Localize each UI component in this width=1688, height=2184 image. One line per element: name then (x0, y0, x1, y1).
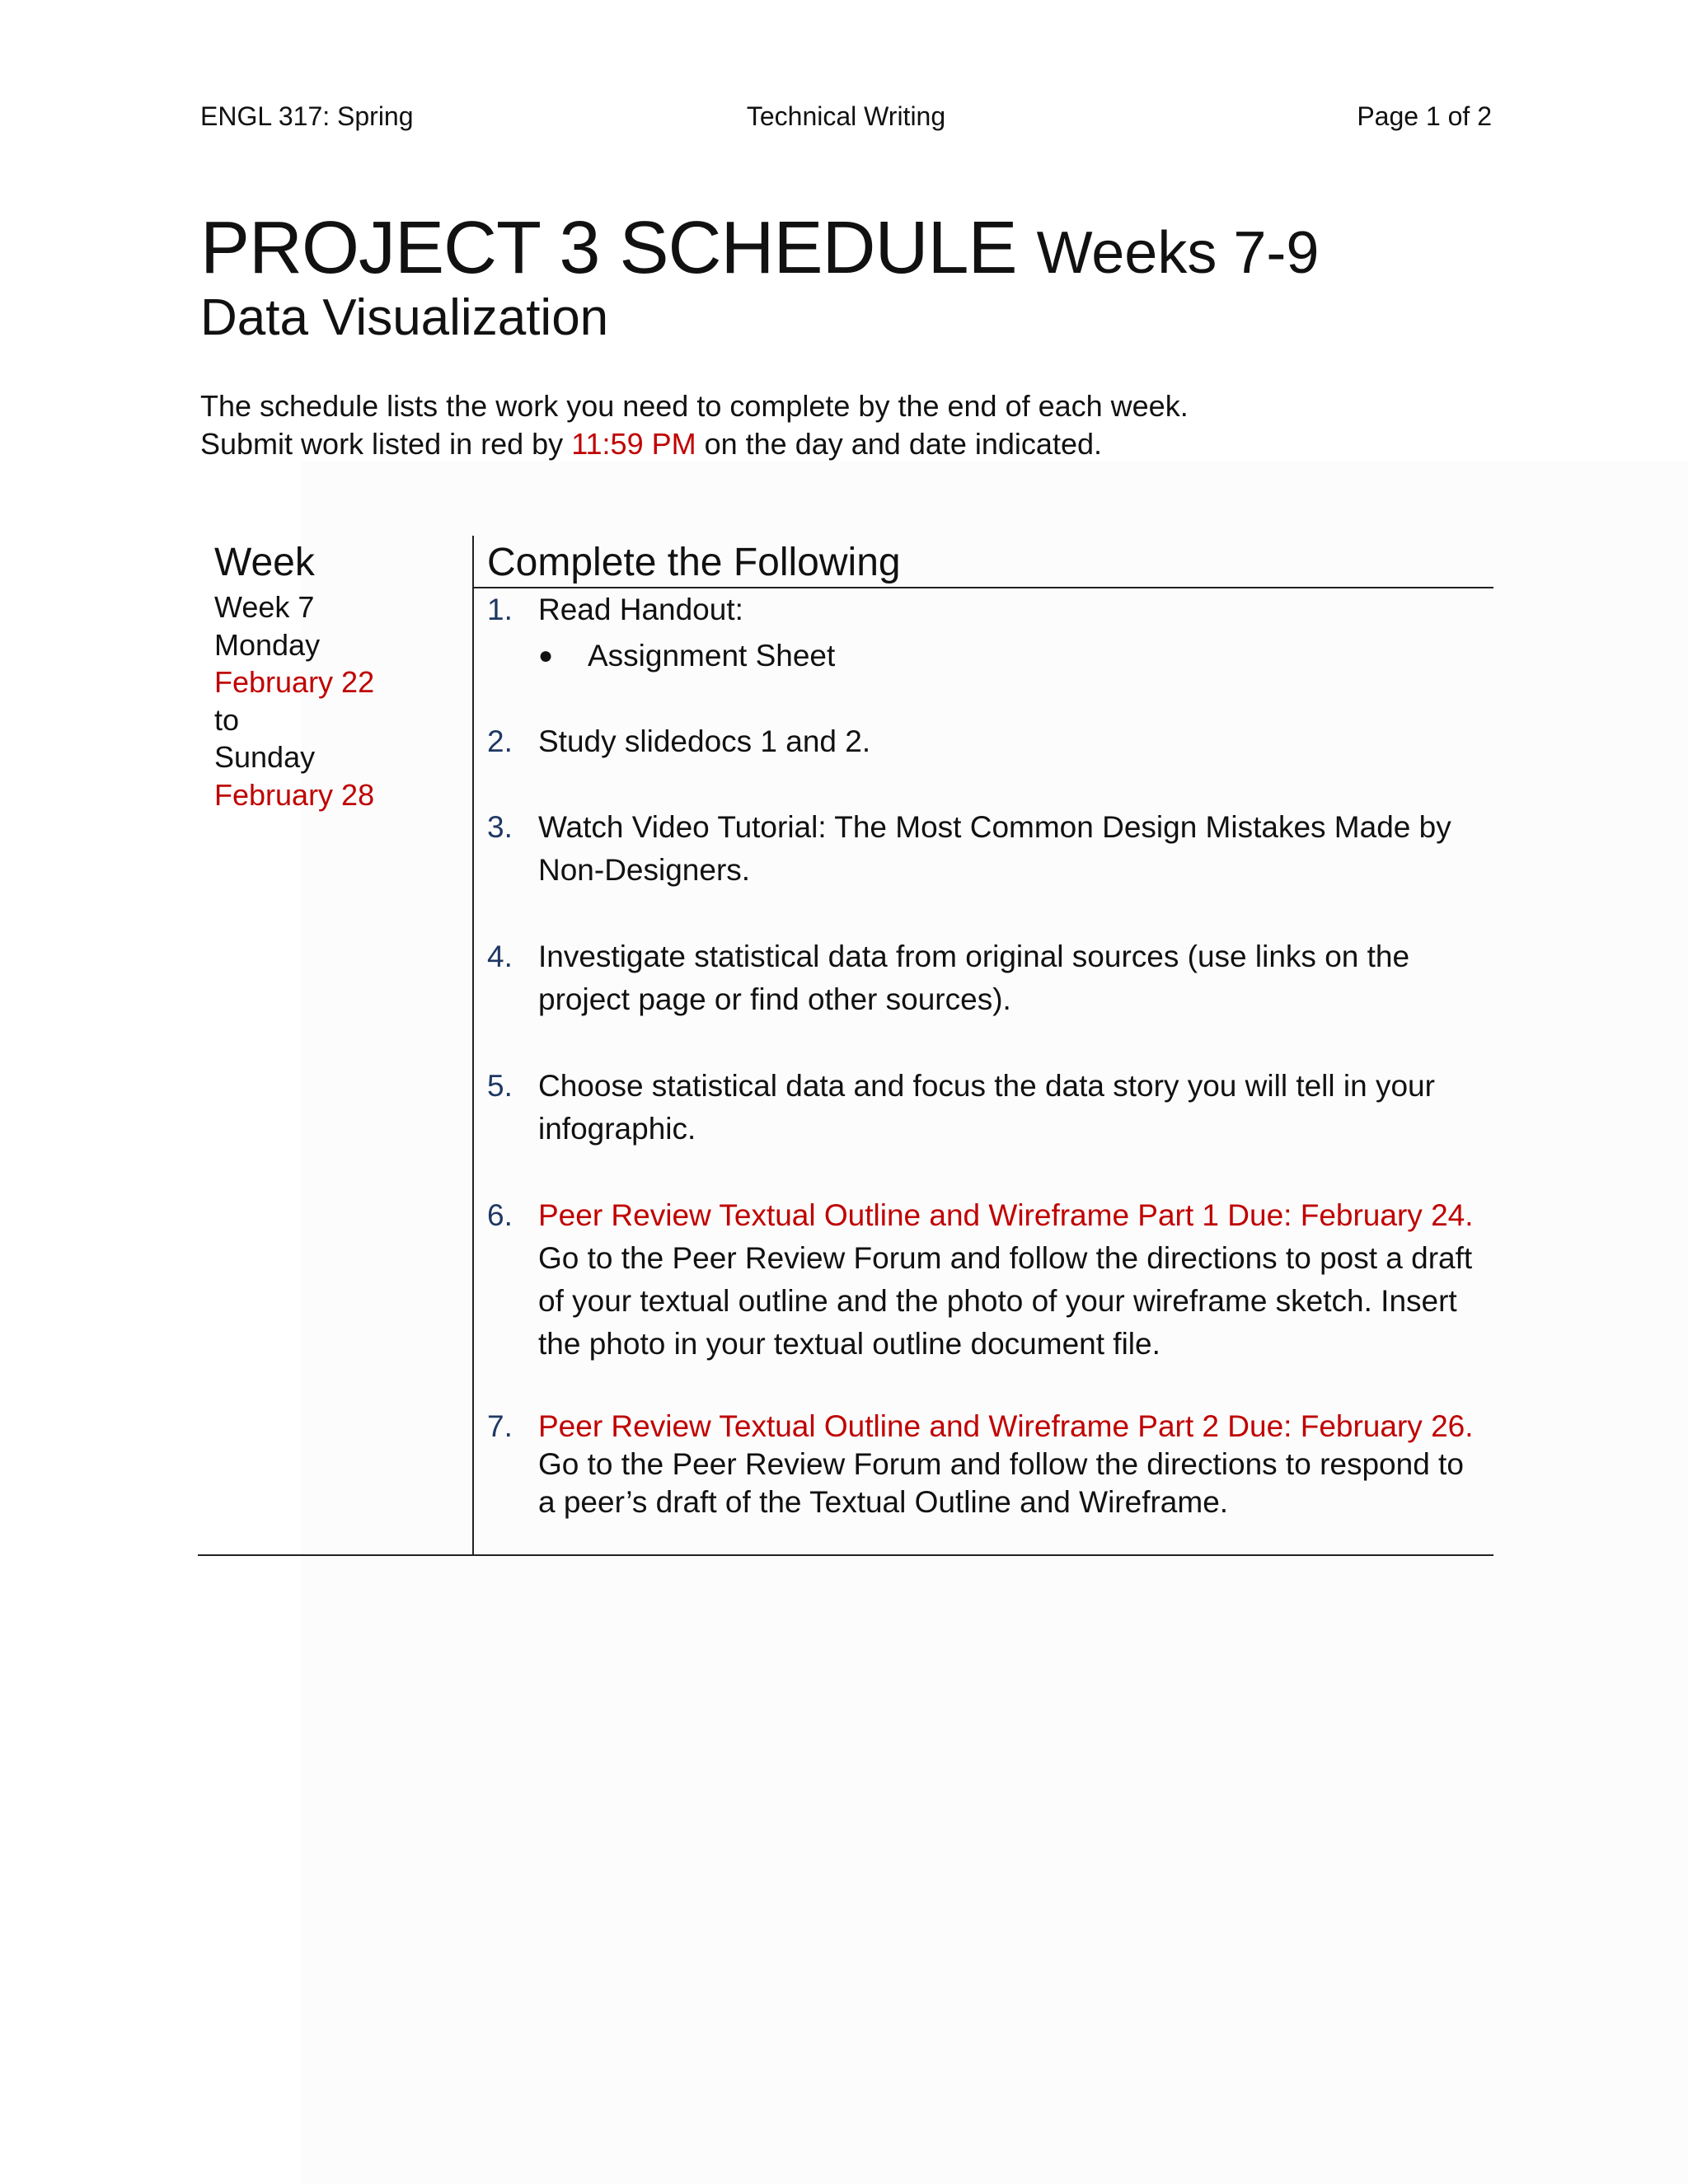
task-due-text: Peer Review Textual Outline and Wireframe Part 2 Due: February 26. (538, 1409, 1474, 1443)
week-end-day: Sunday (214, 740, 316, 774)
task-text: Choose statistical data and focus the data story you will tell in your infographic. (538, 1069, 1435, 1146)
task-number: 5. (487, 1069, 513, 1103)
task-number: 3. (487, 810, 513, 844)
intro-paragraph (200, 387, 1189, 463)
task-item (487, 806, 1476, 892)
task-number: 4. (487, 940, 513, 973)
intro-line-2-pre: Submit work listed in red by (200, 427, 572, 461)
task-text: Study slidedocs 1 and 2. (538, 724, 871, 758)
intro-line-2-post: on the day and date indicated. (696, 427, 1102, 461)
task-item (487, 1408, 1476, 1521)
week-start-day: Monday (214, 627, 321, 662)
task-directions: Go to the Peer Review Forum and follow the directions to post a draft of your textual outline and the photo of your wireframe sketch. Insert the photo in your textual outline document file. (538, 1241, 1473, 1361)
header-course: ENGL 317: Spring (200, 101, 414, 131)
task-item (487, 1065, 1476, 1151)
week-end-date: February 28 (214, 777, 375, 812)
page-title (200, 203, 1319, 298)
task-item (487, 720, 1476, 763)
week-to: to (214, 702, 240, 737)
title-main: PROJECT 3 SCHEDULE (200, 207, 1017, 289)
task-text: Investigate statistical data from original sources (use links on the project page or find other sources). (538, 940, 1410, 1016)
task-number: 2. (487, 724, 513, 758)
task-item (487, 935, 1476, 1021)
task-number: 6. (487, 1198, 513, 1232)
task-text (538, 1194, 1476, 1366)
header-title: Technical Writing (746, 101, 946, 131)
week-start-date: February 22 (214, 665, 375, 699)
task-item (487, 1194, 1476, 1366)
task-text: Watch Video Tutorial: The Most Common Design Mistakes Made by Non-Designers. (538, 810, 1451, 887)
bullet-icon: ● (538, 642, 554, 669)
column-header-week: Week (214, 541, 315, 584)
table-column-divider (472, 536, 474, 1556)
task-number: 7. (487, 1409, 513, 1443)
intro-line-2 (200, 425, 1189, 463)
title-weeks: Weeks 7-9 (1036, 220, 1320, 286)
header-page-number: Page 1 of 2 (1357, 101, 1492, 131)
task-text: Read Handout: (538, 593, 743, 626)
task-directions: Go to the Peer Review Forum and follow the directions to respond to a peer’s draft of the Textual Outline and Wireframe. (538, 1447, 1464, 1519)
bullet-text: Assignment Sheet (588, 639, 836, 673)
deadline-time: 11:59 PM (571, 427, 696, 461)
task-item (487, 588, 1476, 677)
week-cell (214, 588, 374, 813)
task-text (538, 1408, 1476, 1521)
intro-line-1: The schedule lists the work you need to complete by the end of each week. (200, 389, 1189, 423)
table-bottom-rule (198, 1554, 1493, 1556)
column-header-complete: Complete the Following (487, 541, 901, 584)
week-label: Week 7 (214, 590, 315, 624)
page-subtitle: Data Visualization (200, 289, 609, 346)
task-due-text: Peer Review Textual Outline and Wireframe Part 1 Due: February 24. (538, 1198, 1474, 1232)
task-number: 1. (487, 593, 513, 626)
task-bullet (538, 635, 1476, 677)
page-header (200, 97, 1492, 135)
